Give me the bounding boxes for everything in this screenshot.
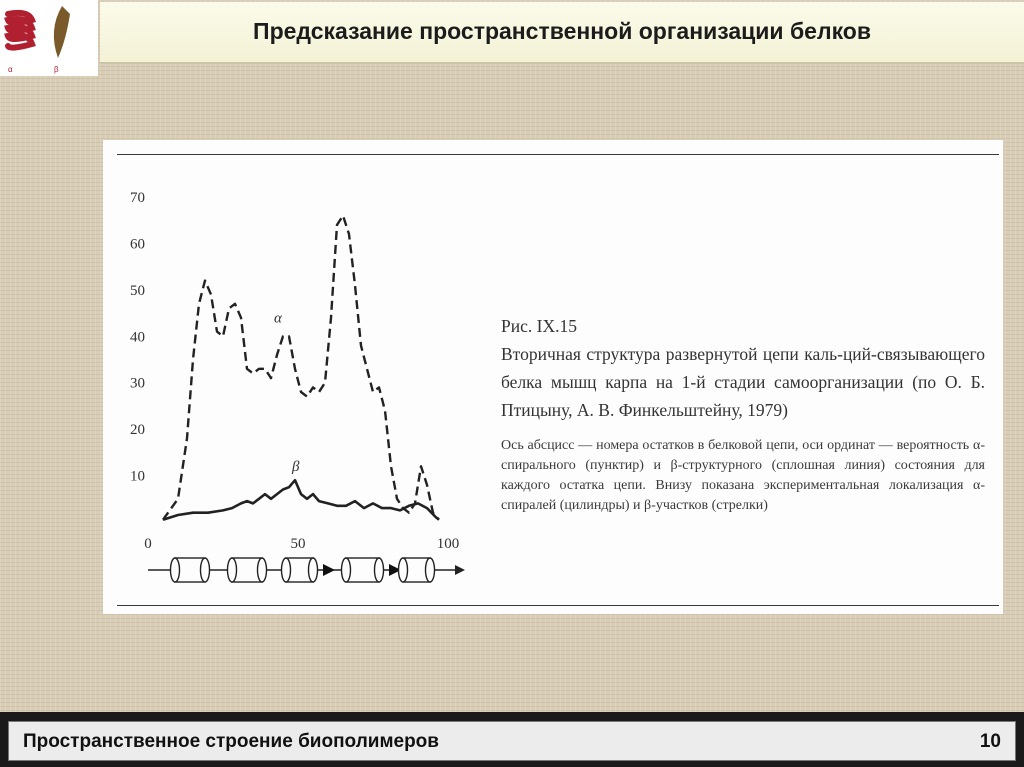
helix-cylinder-left-cap xyxy=(399,558,408,582)
y-axis xyxy=(130,190,145,485)
y-tick-label: 50 xyxy=(130,282,145,299)
logo-alpha-label: α xyxy=(8,65,13,74)
page-title: Предсказание пространственной организации белков xyxy=(253,18,871,44)
track-axis-arrowhead xyxy=(455,565,465,575)
helix-cylinder-right-cap xyxy=(309,558,318,582)
footer xyxy=(0,712,1024,767)
helix-cylinder-right-cap xyxy=(426,558,435,582)
caption-title: Вторичная структура развернутой цепи каль-ций-связывающего белка мышц карпа на 1-й стадии самоорганизации (по О. Б. Птицыну, А. В. Финкельштейну, 1979) xyxy=(501,344,985,420)
y-tick-label: 30 xyxy=(130,375,145,392)
series-label: α xyxy=(274,310,282,327)
caption-description: Ось абсцисс — номера остатков в белковой цепи, оси ординат — вероятность α-спирального (пунктир) и β-структурного (сплошная линия) состояния для каждого остатка цепи. Внизу показана экспериментальная локализация α-спиралей (цилиндры) и β-участков (стрелки) xyxy=(501,438,985,513)
x-axis xyxy=(144,536,459,552)
helix-cylinder-left-cap xyxy=(282,558,291,582)
logo-beta-label: β xyxy=(54,65,59,74)
y-tick-label: 70 xyxy=(130,190,145,206)
page-number: 10 xyxy=(979,731,1001,752)
helix-cylinder-right-cap xyxy=(375,558,384,582)
caption-number: Рис. IX.15 xyxy=(501,316,577,336)
x-tick-label: 100 xyxy=(436,536,460,552)
strand-arrow xyxy=(323,564,335,576)
y-tick-label: 60 xyxy=(130,236,145,253)
series-layer xyxy=(163,216,439,520)
figure-caption xyxy=(501,312,985,516)
helix-cylinder-left-cap xyxy=(228,558,237,582)
footer-title: Пространственное строение биополимеров xyxy=(23,731,439,752)
alpha-series-line xyxy=(163,216,439,520)
y-tick-label: 40 xyxy=(130,329,145,346)
protein-logo-icon xyxy=(0,0,98,76)
y-tick-label: 20 xyxy=(130,422,145,439)
header xyxy=(100,2,1024,64)
x-tick-label: 50 xyxy=(290,536,306,552)
helix-cylinder-left-cap xyxy=(171,558,180,582)
figure-panel xyxy=(103,140,1003,614)
chart xyxy=(103,140,503,614)
helix-cylinder-right-cap xyxy=(201,558,210,582)
helix-cylinder-left-cap xyxy=(342,558,351,582)
helix-cylinder-right-cap xyxy=(258,558,267,582)
y-tick-label: 10 xyxy=(130,468,145,485)
footer-bar xyxy=(8,721,1016,761)
series-label: β xyxy=(292,458,300,475)
x-tick-label: 0 xyxy=(144,536,152,552)
logo xyxy=(0,0,98,76)
structure-track xyxy=(148,558,465,582)
